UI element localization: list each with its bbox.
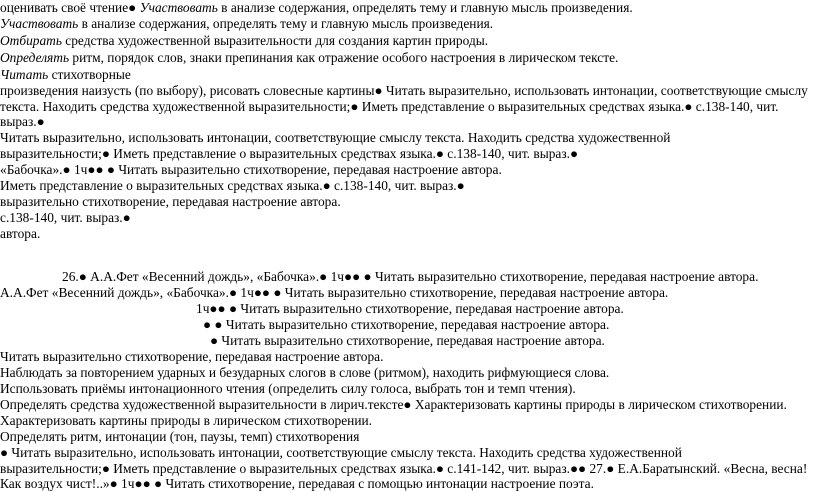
italic-verb: Участвовать [0, 16, 79, 31]
text-line: ● Читать выразительно, использовать интонации, соответствующие смыслу текста. Находить средства художественной [0, 445, 682, 460]
text-line: Использовать приёмы интонационного чтения (определить силу голоса, выбрать тон и темп чтения). [0, 381, 576, 396]
text-line: с.138-140, чит. выраз.● [0, 210, 131, 225]
text-line: Определять средства художественной выразительности в лирич.тексте● Характеризовать картины природы в лирическом стихотворении. [0, 397, 787, 412]
text-line: А.А.Фет «Весенний дождь», «Бабочка».● 1ч●● ● Читать выразительно стихотворение, передавая настроение автора. [0, 285, 669, 300]
text-line: ● Читать выразительно стихотворение, передавая настроение автора. [210, 333, 605, 348]
text-line: автора. [0, 226, 41, 241]
text-line: Читать выразительно, использовать интонации, соответствующие смыслу текста. Находить средства художественной [0, 130, 671, 145]
text-line: выразительно стихотворение, передавая настроение автора. [0, 194, 341, 209]
text-line: ● ● Читать выразительно стихотворение, передавая настроение автора. [203, 317, 610, 332]
text-line: произведения наизусть (по выбору), рисовать словесные картины● Читать выразительно, использовать интонации, соответствующие смыслу [0, 83, 808, 98]
italic-verb: Читать [0, 67, 49, 82]
text-line: выразительности;● Иметь представление о выразительных средствах языка.● с.138-140, чит. выраз.● [0, 146, 579, 161]
text-line: Отбирать средства художественной выразительности для создания картин природы. [0, 33, 489, 48]
text-line: оценивать своё чтение● Участвовать в анализе содержания, определять тему и главную мысль произведения. [0, 0, 633, 15]
text-line: текста. Находить средства художественной выразительности;● Иметь представление о выразительных средствах языка.● с.138-140, чит. [0, 99, 779, 114]
text-line: Иметь представление о выразительных средствах языка.● с.138-140, чит. выраз.● [0, 178, 465, 193]
italic-verb: Определять [0, 50, 70, 65]
text-line: Читать стихотворные [0, 67, 131, 82]
text-line: выразительности;● Иметь представление о выразительных средствах языка.● с.141-142, чит. выраз.●● 27.● Е.А.Баратынский. «Весна, весна! [0, 461, 808, 476]
text-line: 1ч●● ● Читать выразительно стихотворение, передавая настроение автора. [196, 301, 624, 316]
text-line: «Бабочка».● 1ч●● ● Читать выразительно стихотворение, передавая настроение автора. [0, 162, 502, 177]
text-line: Определять ритм, порядок слов, знаки препинания как отражение особого настроения в лирическом тексте. [0, 50, 619, 65]
italic-verb: Участвовать [139, 0, 218, 15]
text-line: Читать выразительно стихотворение, передавая настроение автора. [0, 349, 384, 364]
text-line: Характеризовать картины природы в лирическом стихотворении. [0, 413, 373, 428]
italic-verb: Отбирать [0, 33, 62, 48]
text-line: Как воздух чист!..»● 1ч●● ● Читать стихотворение, передавая с помощью интонации настроение поэта. [0, 476, 594, 491]
text-line: 26.● А.А.Фет «Весенний дождь», «Бабочка».● 1ч●● ● Читать выразительно стихотворение, передавая настроение автора. [62, 269, 759, 284]
text-line: Определять ритм, интонации (тон, паузы, темп) стихотворения [0, 429, 360, 444]
text-line: Наблюдать за повторением ударных и безударных слогов в слове (ритмом), находить рифмующиеся слова. [0, 365, 610, 380]
text-line: выраз.● [0, 114, 45, 129]
text-line: Участвовать в анализе содержания, определять тему и главную мысль произведения. [0, 16, 494, 31]
